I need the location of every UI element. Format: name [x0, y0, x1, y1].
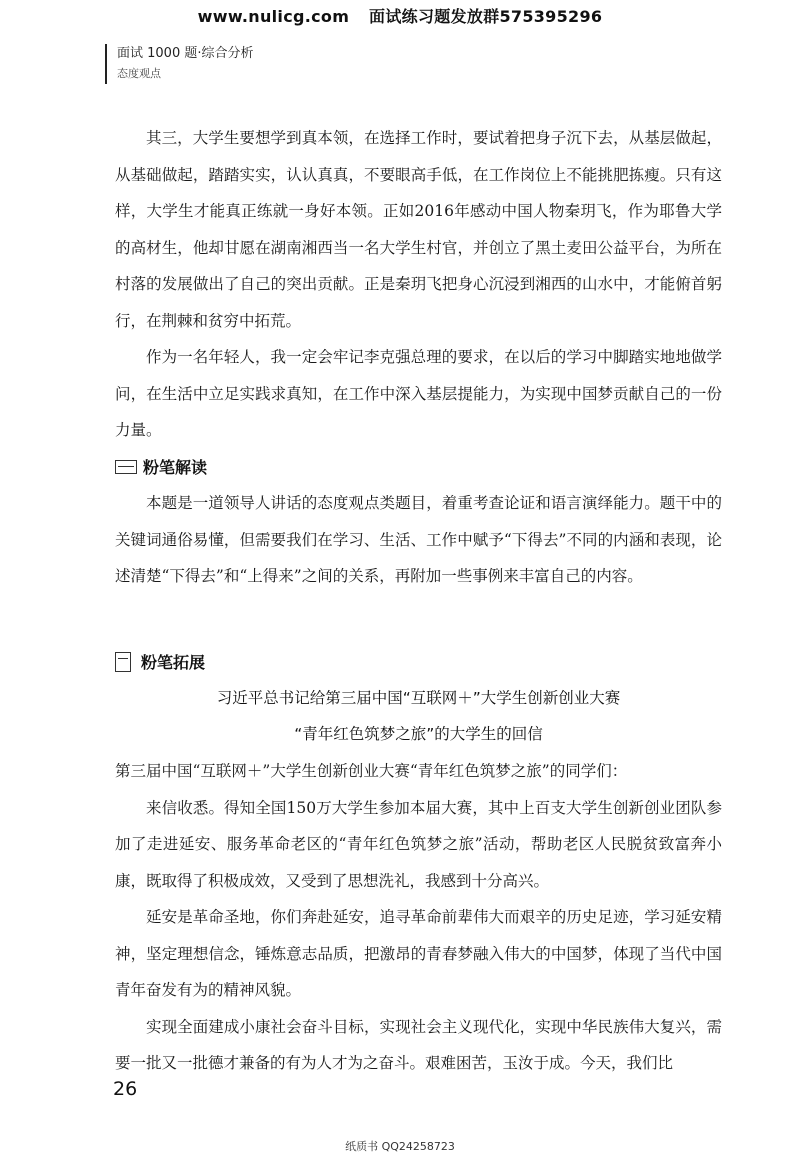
paragraph: 来信收悉。得知全国150万大学生参加本届大赛，其中上百支大学生创新创业团队参加了走进延安、服务革命老区的“青年红色筑梦之旅”活动，帮助老区人民脱贫致富奔小康，既取得了积极成效，又受到了思想洗礼，我感到十分高兴。 — [115, 798, 722, 890]
banner-url: www.nulicg.com — [197, 7, 350, 26]
paragraph: 延安是革命圣地，你们奔赴延安，追寻革命前辈伟大而艰辛的历史足迹，学习延安精神，坚定理想信念，锤炼意志品质，把激昂的青春梦融入伟大的中国梦，体现了当代中国青年奋发有为的精神风貌。 — [115, 908, 722, 999]
letter-title-line2: “青年红色筑梦之旅”的大学生的回信 — [294, 725, 543, 743]
page-number: 26 — [113, 1078, 138, 1100]
top-banner — [0, 4, 800, 27]
interpretation-body — [115, 485, 722, 595]
paragraph: 作为一名年轻人，我一定会牢记李克强总理的要求，在以后的学习中脚踏实地地做学问，在生活中立足实践求真知，在工作中深入基层提能力，为实现中国梦贡献自己的一份力量。 — [115, 348, 722, 439]
letter-salutation: 第三届中国“互联网＋”大学生创新创业大赛“青年红色筑梦之旅”的同学们： — [115, 762, 628, 780]
footer: 纸质书 QQ24258723 — [345, 1140, 455, 1153]
banner-group: 面试练习题发放群575395296 — [369, 7, 603, 26]
letter-body — [115, 753, 722, 1082]
paragraph: 其三，大学生要想学到真本领，在选择工作时，要试着把身子沉下去，从基层做起，从基础做起，踏踏实实，认认真真，不要眼高手低，在工作岗位上不能挑肥拣瘦。只有这样，大学生才能真正练就一身好本领。正如2016年感动中国人物秦玥飞，作为耶鲁大学的高材生，他却甘愿在湖南湘西当一名大学生村官，并创立了黑土麦田公益平台，为所在村落的发展做出了自己的突出贡献。正是秦玥飞把身心沉浸到湘西的山水中，才能俯首躬行，在荆棘和贫穷中拓荒。 — [115, 129, 722, 330]
interpretation-heading — [115, 455, 207, 478]
running-head — [105, 44, 253, 84]
section-marker-icon — [115, 652, 131, 672]
top-paragraphs — [115, 120, 722, 449]
expansion-heading-text: 粉笔拓展 — [141, 653, 206, 672]
running-head-book: 面试 1000 题·综合分析 — [117, 46, 254, 61]
paragraph: 本题是一道领导人讲话的态度观点类题目，着重考查论证和语言演绎能力。题干中的关键词通俗易懂，但需要我们在学习、生活、工作中赋予“下得去”不同的内涵和表现，论述清楚“下得去”和“上得来”之间的关系，再附加一些事例来丰富自己的内容。 — [115, 494, 722, 585]
running-head-section: 态度观点 — [117, 67, 161, 80]
section-marker-icon — [115, 460, 137, 474]
letter-title-line1: 习近平总书记给第三届中国“互联网＋”大学生创新创业大赛 — [216, 689, 621, 707]
expansion-heading — [115, 650, 205, 673]
interpretation-heading-text: 粉笔解读 — [143, 458, 208, 477]
paragraph: 实现全面建成小康社会奋斗目标，实现社会主义现代化，实现中华民族伟大复兴，需要一批又一批德才兼备的有为人才为之奋斗。艰难困苦，玉汝于成。今天，我们比 — [115, 1017, 722, 1072]
